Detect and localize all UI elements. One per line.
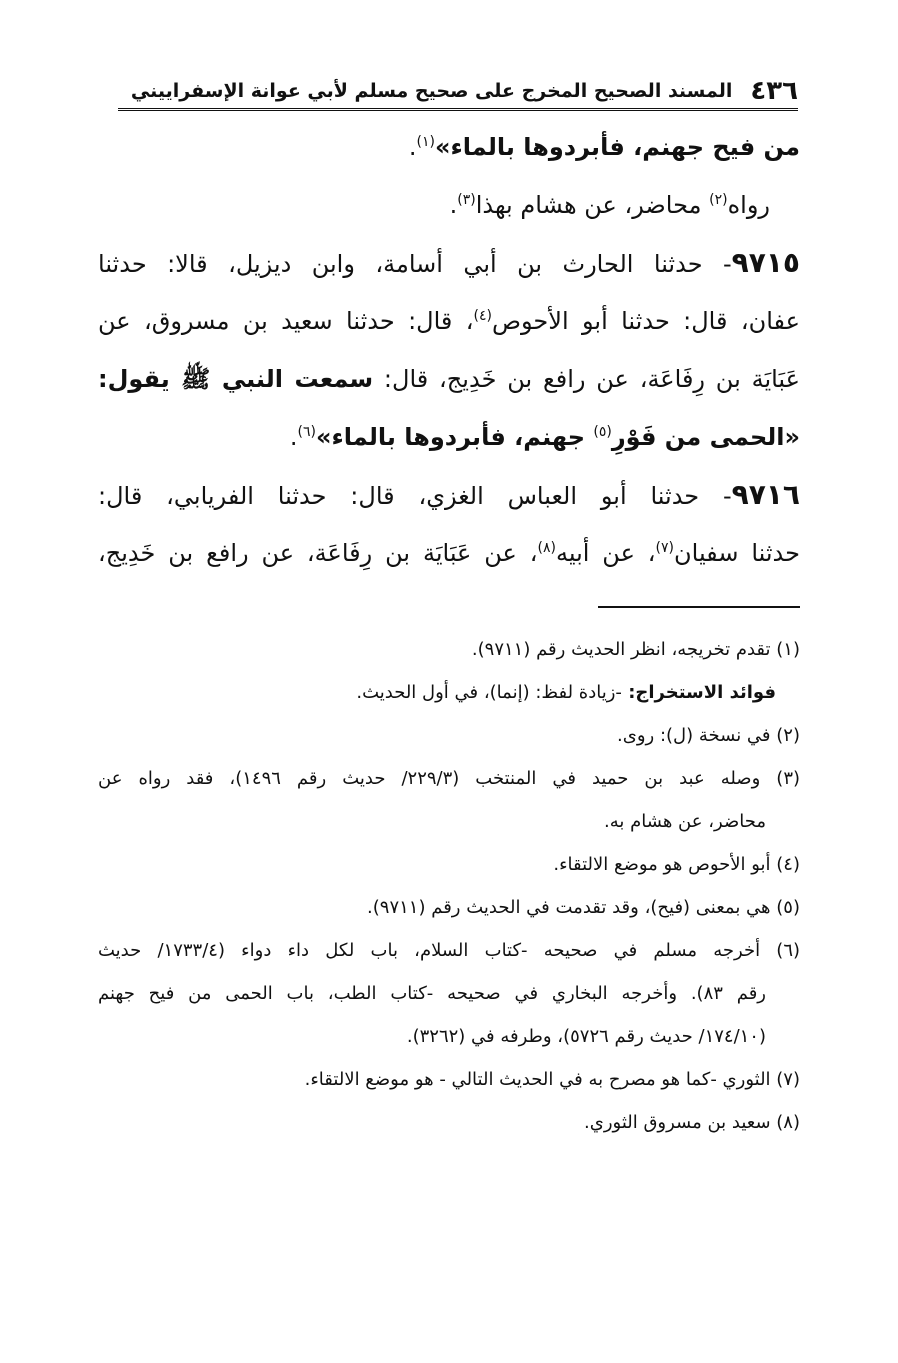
footnote-separator xyxy=(598,606,800,608)
footnotes xyxy=(98,628,800,1144)
hadith-text: جهنم، فأبردوها بالماء» xyxy=(315,423,594,451)
footnote-ref: (١) xyxy=(416,134,435,150)
text-line xyxy=(98,466,800,524)
footnote-ref: (٧) xyxy=(655,540,674,556)
text-segment: عَبَايَة بن رِفَاعَة، عن رافع بن خَدِيج، قال: xyxy=(373,365,800,393)
footnote-ref: (٣) xyxy=(457,192,476,208)
main-text xyxy=(98,118,800,582)
punctuation: . xyxy=(408,133,417,161)
footnote-continuation: (١٧٤/١٠/ حديث رقم ٥٧٢٦)، وطرفه في (٣٢٦٢). xyxy=(406,1026,766,1047)
footnote-ref: (٥) xyxy=(593,424,612,440)
footnote-continuation: رقم ٨٣). وأخرجه البخاري في صحيحه -كتاب الطب، باب الحمى من فيح جهنم xyxy=(98,983,766,1004)
text-segment: - حدثنا الحارث بن أبي أسامة، وابن ديزيل، قالا: حدثنا xyxy=(98,250,732,278)
text-line xyxy=(98,234,800,292)
footnote-ref: (٤) xyxy=(473,308,492,324)
footnote: (٢) في نسخة (ل): روى. xyxy=(617,725,800,746)
footnote: (٤) أبو الأحوص هو موضع الالتقاء. xyxy=(553,854,800,875)
text-segment: عفان، قال: حدثنا أبو الأحوص xyxy=(492,307,800,335)
footnote: (٧) الثوري -كما هو مصرح به في الحديث التالي - هو موضع الالتقاء. xyxy=(304,1069,800,1090)
text-line xyxy=(98,176,800,234)
hadith-text: سمعت النبي ﷺ يقول: xyxy=(98,365,374,393)
hadith-text: «الحمى من فَوْرِ xyxy=(611,423,800,451)
footnote: (٣) وصله عبد بن حميد في المنتخب (٢٢٩/٣/ حديث رقم ١٤٩٦)، فقد رواه عن xyxy=(98,768,801,789)
benefit-text: -زيادة لفظ: (إنما)، في أول الحديث. xyxy=(356,682,622,703)
text-line xyxy=(98,408,800,466)
punctuation: . xyxy=(289,423,298,451)
footnote-continuation: محاضر، عن هشام به. xyxy=(604,811,766,832)
punctuation: . xyxy=(449,191,458,219)
text-line xyxy=(98,524,800,582)
footnote-ref: (٨) xyxy=(537,540,556,556)
text-segment: محاضر، عن هشام بهذا xyxy=(475,191,710,219)
text-segment: حدثنا سفيان xyxy=(674,539,800,567)
text-segment: رواه xyxy=(727,191,770,219)
benefit-label: فوائد الاستخراج: xyxy=(621,682,776,703)
page-number: ٤٣٦ xyxy=(750,76,798,106)
hadith-number: ٩٧١٦ xyxy=(731,478,800,511)
footnote-ref: (٢) xyxy=(709,192,728,208)
text-line xyxy=(98,118,800,176)
text-segment: - حدثنا أبو العباس الغزي، قال: حدثنا الفريابي، قال: xyxy=(98,482,732,510)
hadith-text: من فيح جهنم، فأبردوها بالماء» xyxy=(434,133,800,161)
text-segment: ، عن أبيه xyxy=(555,539,656,567)
footnote-ref: (٦) xyxy=(297,424,316,440)
footnote-benefit xyxy=(98,671,800,714)
text-line xyxy=(98,292,800,350)
text-segment: ، قال: حدثنا سعيد بن مسروق، عن xyxy=(98,307,474,335)
text-line xyxy=(98,350,800,408)
hadith-number: ٩٧١٥ xyxy=(731,246,800,279)
footnote: (٥) هي بمعنى (فيح)، وقد تقدمت في الحديث رقم (٩٧١١). xyxy=(367,897,800,918)
running-header xyxy=(118,66,798,111)
running-title: المسند الصحيح المخرج على صحيح مسلم لأبي عوانة الإسفراييني xyxy=(130,80,733,102)
text-segment: ، عن عَبَايَة بن رِفَاعَة، عن رافع بن خَدِيج، xyxy=(98,539,538,567)
footnote: (٦) أخرجه مسلم في صحيحه -كتاب السلام، باب لكل داء دواء (١٧٣٣/٤/ حديث xyxy=(98,940,801,961)
footnote: (٨) سعيد بن مسروق الثوري. xyxy=(584,1112,800,1133)
footnote: (١) تقدم تخريجه، انظر الحديث رقم (٩٧١١). xyxy=(471,639,800,660)
